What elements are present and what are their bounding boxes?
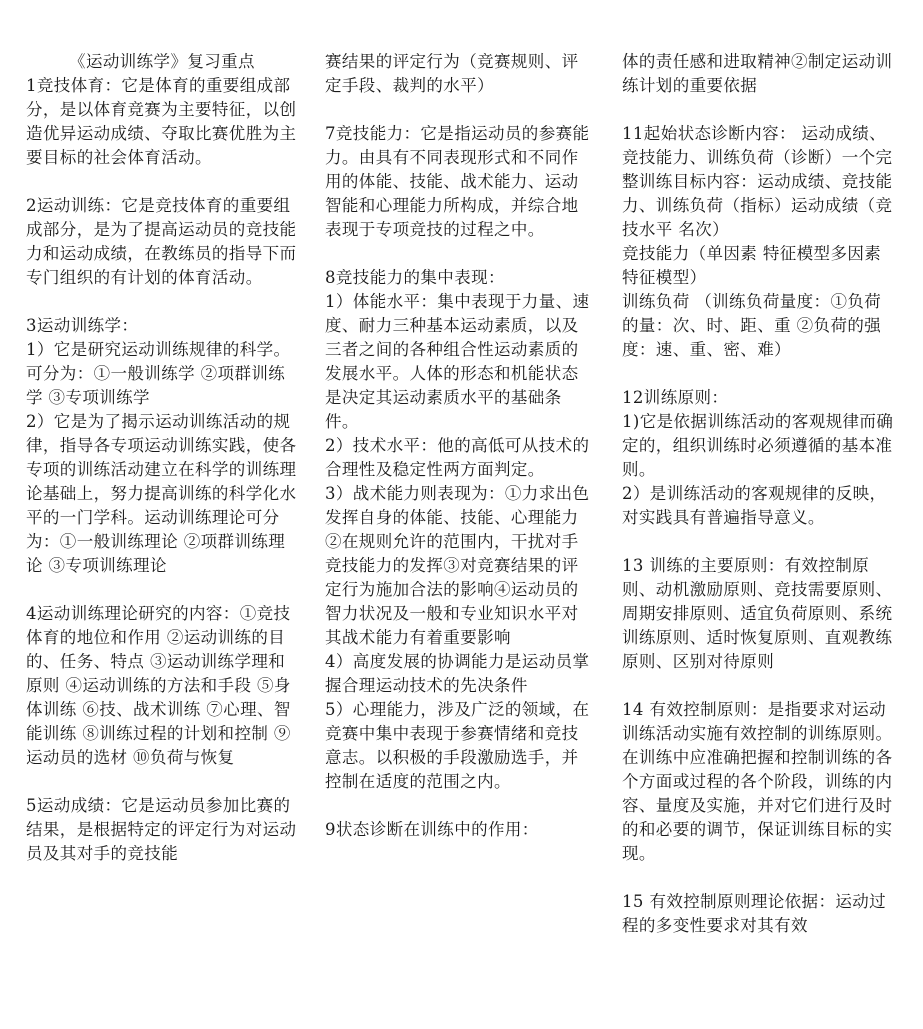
paragraph: 1）它是研究运动训练规律的科学。可分为：①一般训练学 ②项群训练学 ③专项训练学 bbox=[26, 340, 291, 407]
text-column-left bbox=[26, 50, 298, 866]
paragraph: ②在规则允许的范围内，干扰对手竞技能力的发挥③对竞赛结果的评定行为施加合法的影响④运动员的智力状况及一般和专业知识水平对其战术能力有着重要影响 bbox=[325, 532, 579, 647]
paragraph: 1竞技体育：它是体育的重要组成部分，是以体育竞赛为主要特征，以创造优异运动成绩、夺取比赛优胜为主要目标的社会体育活动。 bbox=[26, 76, 297, 167]
paragraph: 9状态诊断在训练中的作用： bbox=[325, 820, 539, 839]
paragraph: 训练负荷 （训练负荷量度：①负荷的量：次、时、距、重 ②负荷的强度：速、重、密、难） bbox=[622, 292, 882, 359]
text-column-middle bbox=[325, 50, 595, 842]
paragraph: 7竞技能力：它是指运动员的参赛能力。由具有不同表现形式和不同作用的体能、技能、战术能力、运动智能和心理能力所构成，并综合地表现于专项竞技的过程之中。 bbox=[325, 124, 590, 239]
paragraph: 14 有效控制原则：是指要求对运动训练活动实施有效控制的训练原则。在训练中应准确把握和控制训练的各个方面或过程的各个阶段，训练的内容、量度及实施，并对它们进行及时的和必要的调节，保证训练目标的实现。 bbox=[622, 700, 893, 863]
paragraph: 体的责任感和进取精神②制定运动训练计划的重要依据 bbox=[622, 52, 893, 95]
paragraph: 2运动训练：它是竞技体育的重要组成部分，是为了提高运动员的竞技能力和运动成绩，在教练员的指导下而专门组织的有计划的体育活动。 bbox=[26, 196, 297, 287]
paragraph: 3）战术能力则表现为：①力求出色发挥自身的体能、技能、心理能力 bbox=[325, 484, 590, 527]
paragraph: 3运动训练学： bbox=[26, 316, 139, 335]
paragraph: 15 有效控制原则理论依据：运动过程的多变性要求对其有效 bbox=[622, 892, 887, 935]
paragraph: 竞技能力（单因素 特征模型多因素 特征模型） bbox=[622, 244, 882, 287]
document-title: 《运动训练学》复习重点 bbox=[69, 52, 255, 71]
paragraph: 2）是训练活动的客观规律的反映，对实践具有普遍指导意义。 bbox=[622, 484, 887, 527]
text-column-right bbox=[622, 50, 894, 938]
paragraph: 5）心理能力，涉及广泛的领域，在竞赛中集中表现于参赛情绪和竞技意志。以积极的手段激励选手，并控制在适度的范围之内。 bbox=[325, 700, 590, 791]
paragraph: 13 训练的主要原则：有效控制原则、动机激励原则、竞技需要原则、周期安排原则、适宜负荷原则、系统训练原则、适时恢复原则、直观教练原则、区别对待原则 bbox=[622, 556, 893, 671]
paragraph: 1)它是依据训练活动的客观规律而确定的，组织训练时必须遵循的基本准则。 bbox=[622, 412, 894, 479]
paragraph: 2）技术水平：他的高低可从技术的合理性及稳定性两方面判定。 bbox=[325, 436, 590, 479]
paragraph: 11起始状态诊断内容： 运动成绩、竞技能力、训练负荷（诊断）一个完整训练目标内容：运动成绩、竞技能力、训练负荷（指标）运动成绩（竞技水平 名次） bbox=[622, 124, 893, 239]
paragraph: 5运动成绩：它是运动员参加比赛的结果，是根据特定的评定行为对运动员及其对手的竞技能 bbox=[26, 796, 297, 863]
paragraph: 4运动训练理论研究的内容：①竞技体育的地位和作用 ②运动训练的目的、任务、特点 ③运动训练学理和原则 ④运动训练的方法和手段 ⑤身体训练 ⑥技、战术训练 ⑦心理、智能训练 ⑧训练过程的计划和控制 ⑨运动员的选材 ⑩负荷与恢复 bbox=[26, 604, 291, 767]
paragraph: 赛结果的评定行为（竞赛规则、评定手段、裁判的水平） bbox=[325, 52, 579, 95]
paragraph: 4）高度发展的协调能力是运动员掌握合理运动技术的先决条件 bbox=[325, 652, 590, 695]
paragraph: 12训练原则： bbox=[622, 388, 729, 407]
paragraph: 2）它是为了揭示运动训练活动的规律，指导各专项运动训练实践，使各专项的训练活动建立在科学的训练理论基础上，努力提高训练的科学化水平的一门学科。运动训练理论可分为：①一般训练理论 ②项群训练理论 ③专项训练理论 bbox=[26, 412, 297, 575]
paragraph: 8竞技能力的集中表现： bbox=[325, 268, 505, 287]
paragraph: 1）体能水平：集中表现于力量、速度、耐力三种基本运动素质，以及三者之间的各种组合性运动素质的发展水平。人体的形态和机能状态是决定其运动素质水平的基础条件。 bbox=[325, 292, 590, 431]
